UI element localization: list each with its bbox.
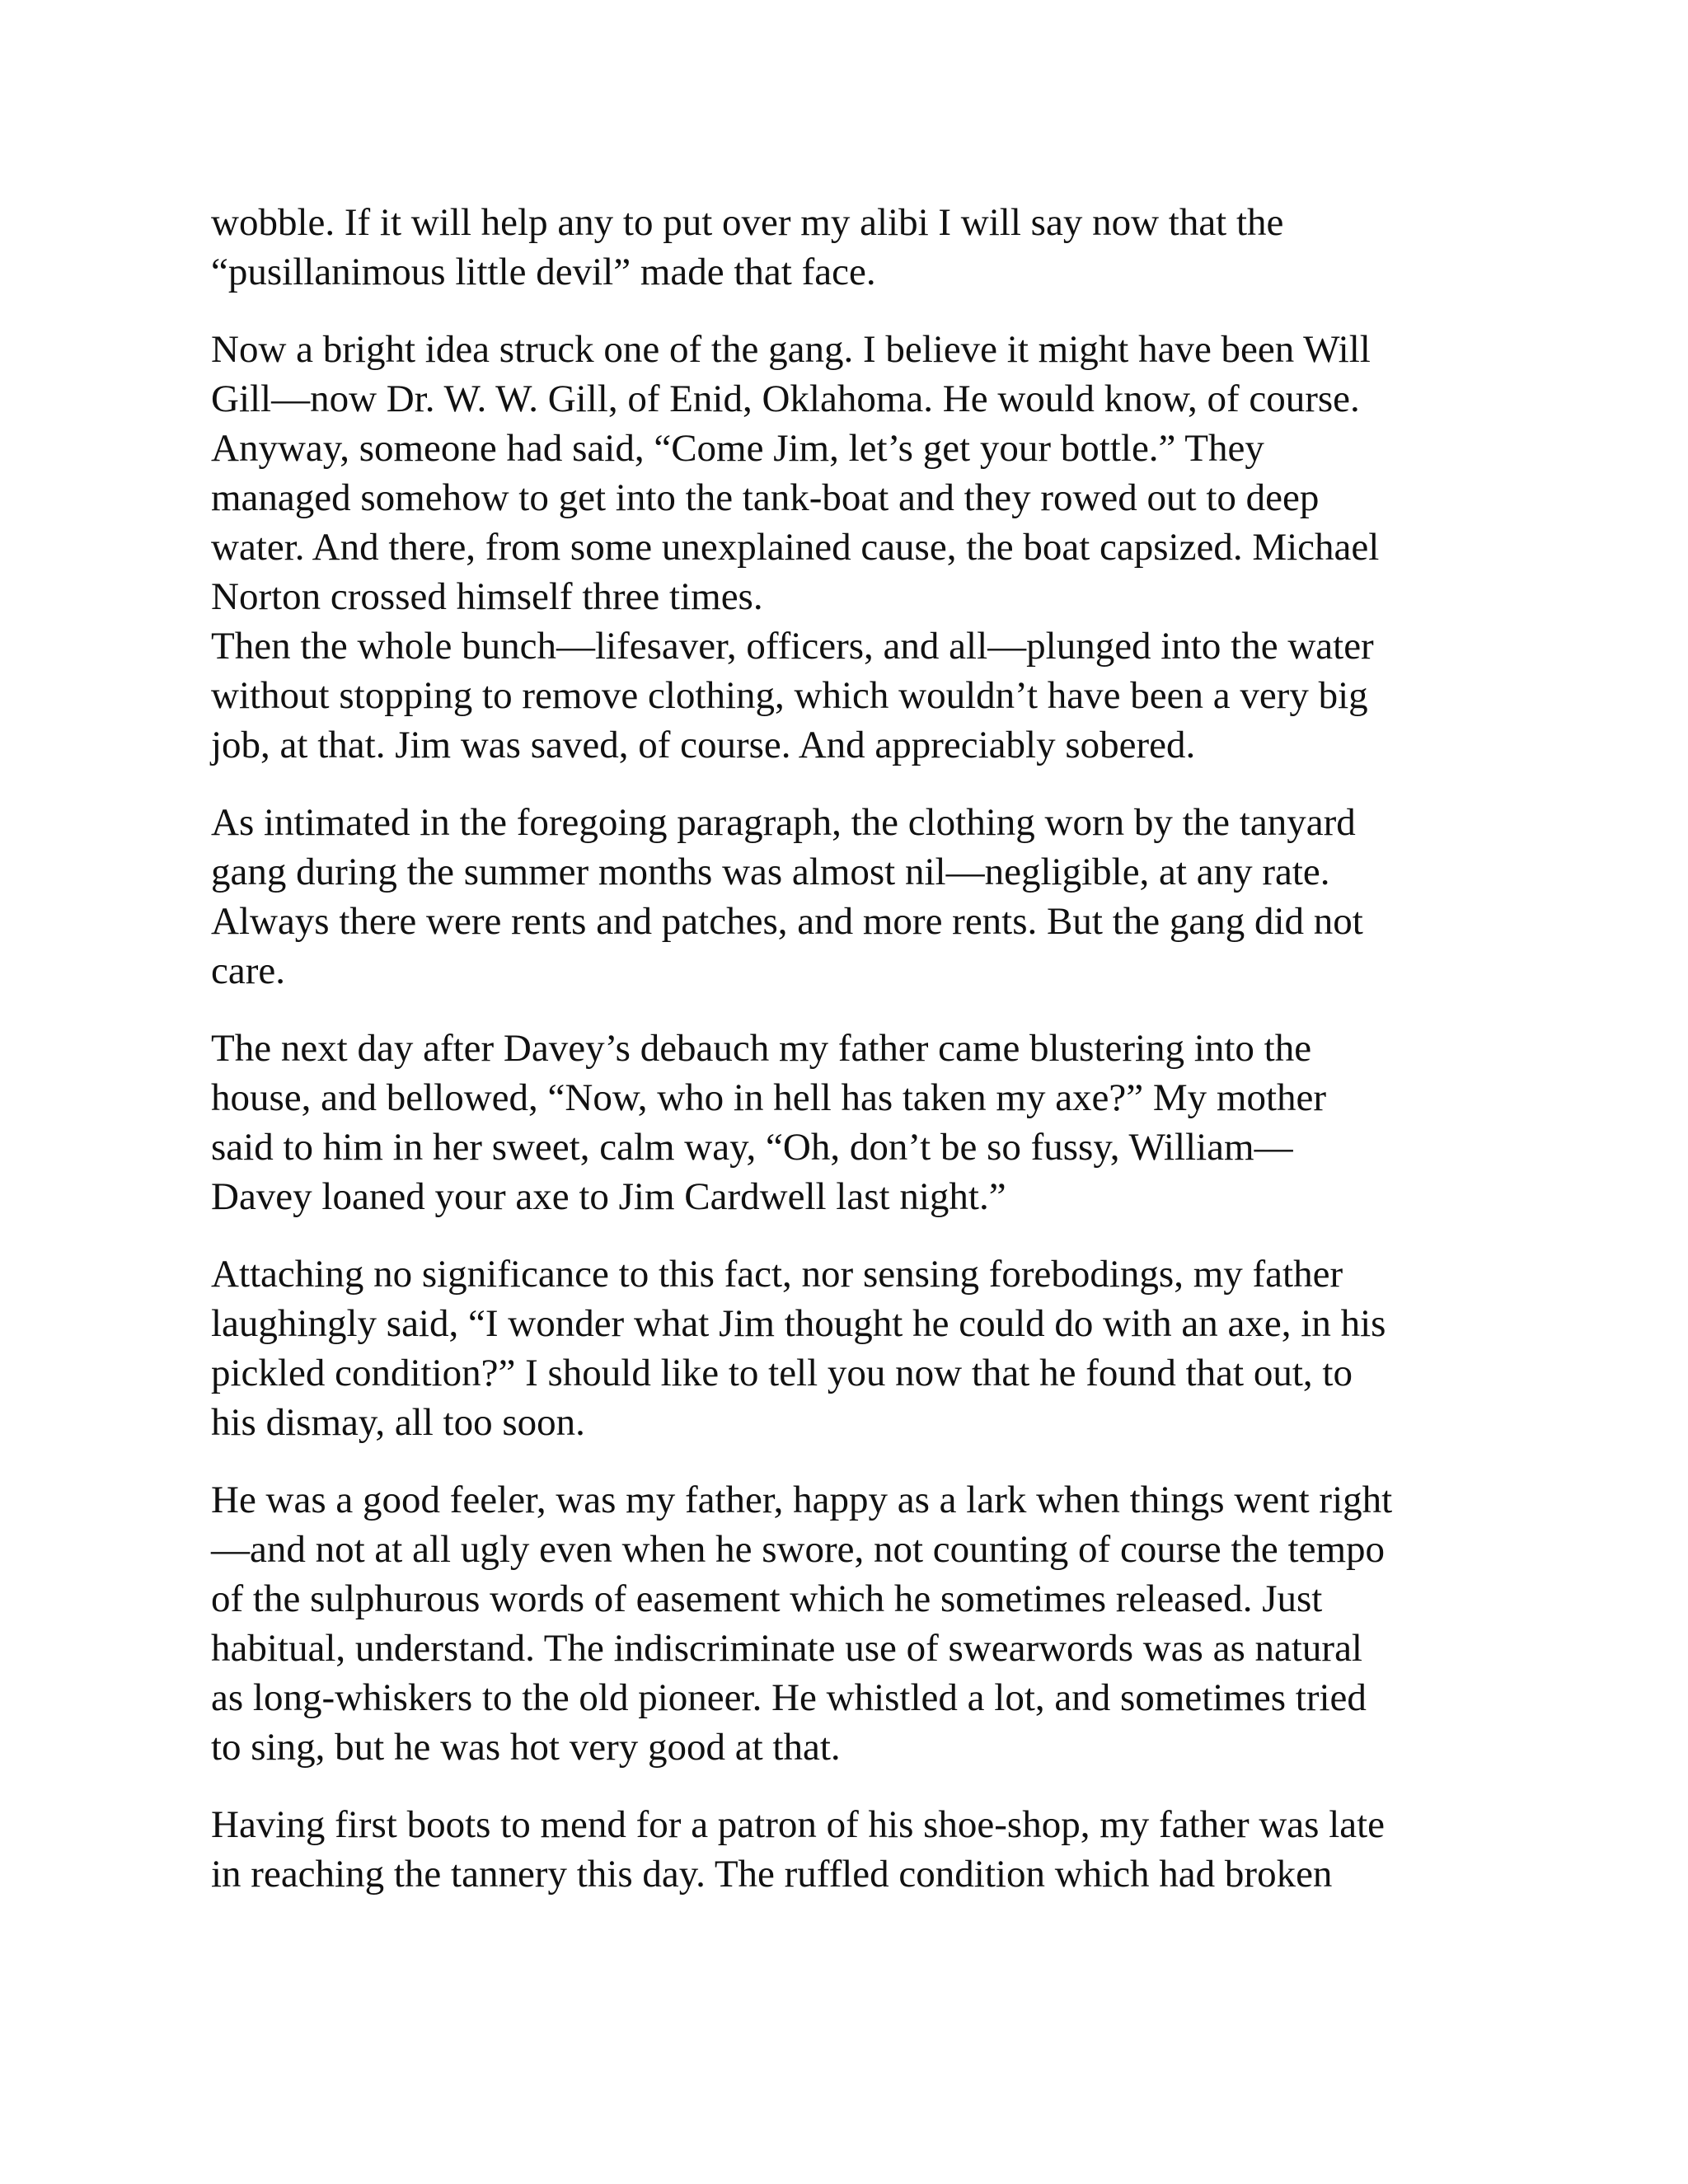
body-text xyxy=(211,198,1497,1927)
paragraph: Attaching no significance to this fact, nor sensing forebodings, my father laughingly said, “I wonder what Jim thought he could do with an axe, in his pickled condition?” I should like to tell you now that he found that out, to his dismay, all too soon. xyxy=(211,1253,1386,1444)
paragraph: The next day after Davey’s debauch my father came blustering into the house, and bellowed, “Now, who in hell has taken my axe?” My mother said to him in her sweet, calm way, “Oh, don’t be so fussy, William— Davey loaned your axe to Jim Cardwell last night.” xyxy=(211,1027,1327,1218)
paragraph: Having first boots to mend for a patron of his shoe-shop, my father was late in reaching the tannery this day. The ruffled condition which had broken xyxy=(211,1803,1386,1896)
paragraph: As intimated in the foregoing paragraph, the clothing worn by the tanyard gang during the summer months was almost nil—negligible, at any rate. Always there were rents and patches, and more rents. But the gang did not care. xyxy=(211,801,1363,992)
paragraph: Then the whole bunch—lifesaver, officers, and all—plunged into the water without stopping to remove clothing, which wouldn’t have been a very big job, at that. Jim was saved, of course. And appreciably sobered. xyxy=(211,625,1374,766)
paragraph: wobble. If it will help any to put over my alibi I will say now that the “pusillanimous little devil” made that face. xyxy=(211,201,1284,293)
paragraph: Now a bright idea struck one of the gang. I believe it might have been Will Gill—now Dr. W. W. Gill, of Enid, Oklahoma. He would know, of course. Anyway, someone had said, “Come Jim, let’s get your bottle.” They managed somehow to get into the tank-boat and they rowed out to deep water. And there, from some unexplained cause, the boat capsized. Michael Norton crossed himself three times. xyxy=(211,328,1380,618)
paragraph: He was a good feeler, was my father, happy as a lark when things went right —and not at all ugly even when he swore, not counting of course the tempo of the sulphurous words of easement which he sometimes released. Just habitual, understand. The indiscriminate use of swearwords was as natural as long-whiskers to the old pioneer. He whistled a lot, and sometimes tried to sing, but he was hot very good at that. xyxy=(211,1479,1393,1769)
